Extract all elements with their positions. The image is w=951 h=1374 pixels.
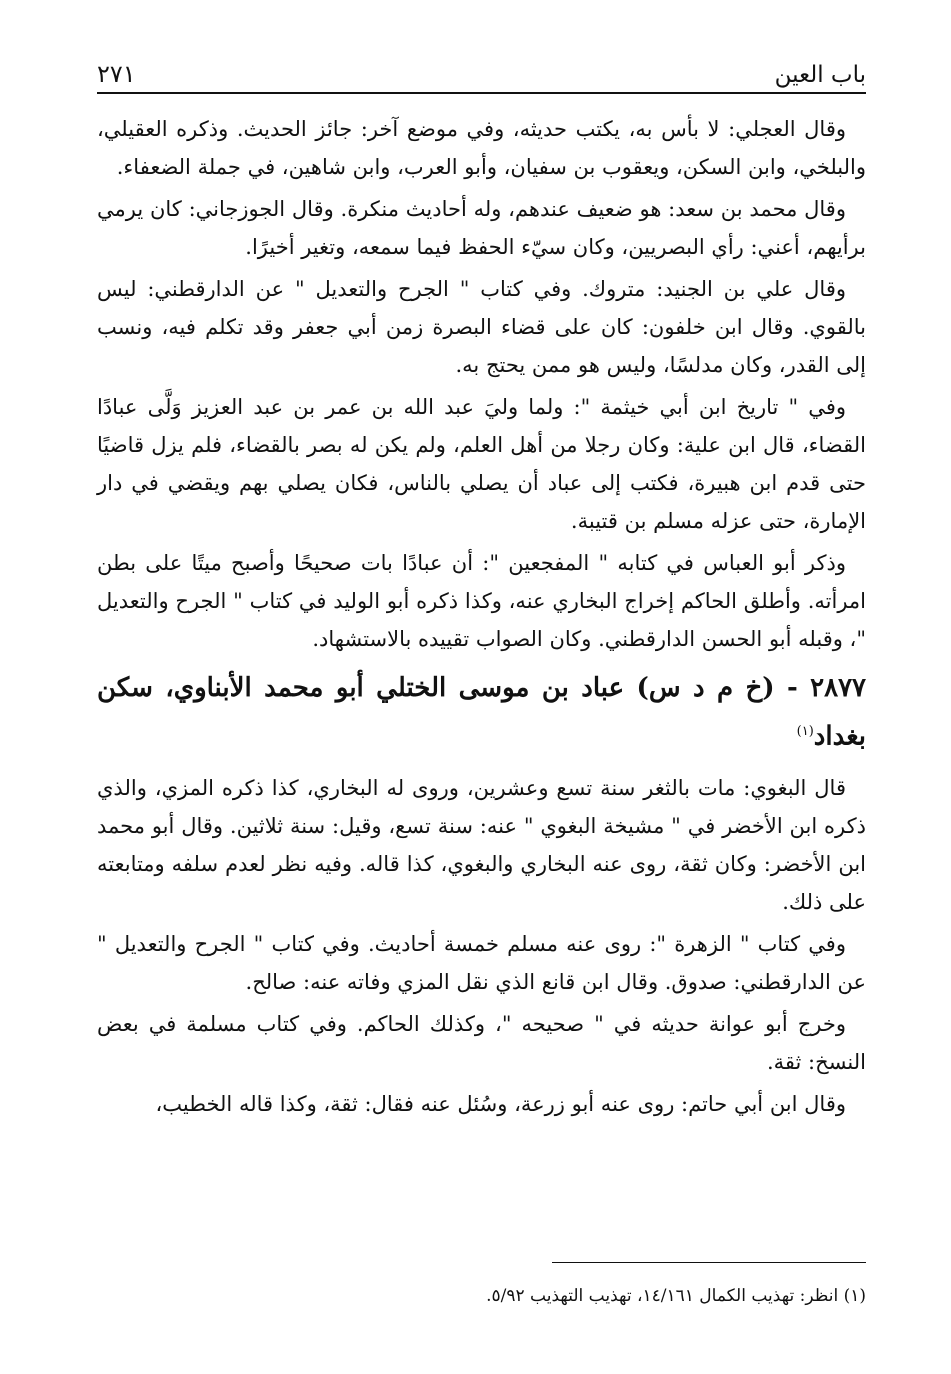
paragraph: وفي " تاريخ ابن أبي خيثمة ": ولما وليَ عبد الله بن عمر بن عبد العزيز وَلَّى عبادًا القضاء، قال ابن علية: وكان رجلا من أهل العلم، ولم يكن له بصر بالقضاء، فلم يزل قاضيًا حتى قدم ابن هبيرة، فكتب إلى عباد أن يصلي بالناس، فكان يصلي بهم ويقضي في دار الإمارة، حتى عزله مسلم بن قتيبة. (97, 395, 866, 533)
page-body (97, 110, 866, 1127)
footnote-divider (552, 1262, 866, 1263)
paragraph: وفي كتاب " الزهرة ": روى عنه مسلم خمسة أحاديث. وفي كتاب " الجرح والتعديل " عن الدارقطني: صدوق. وقال ابن قانع الذي نقل المزي وفاته عنه: صالح. (97, 931, 866, 994)
page-number: ٢٧١ (97, 60, 136, 88)
paragraph: وذكر أبو العباس في كتابه " المفجعين ": أن عبادًا بات صحيحًا وأصبح ميتًا على بطن امرأته. وأطلق الحاكم إخراج البخاري عنه، وكذا ذكره أبو الوليد في كتاب " الجرح والتعديل "، وقبله أبو الحسن الدارقطني. وكان الصواب تقييده بالاستشهاد. (97, 551, 866, 651)
paragraph: وقال ابن أبي حاتم: روى عنه أبو زرعة، وسُئل عنه فقال: ثقة، وكذا قاله الخطيب، (155, 1091, 846, 1116)
footnote-marker: (١) (796, 724, 814, 739)
entry-heading-text: ٢٨٧٧ - (خ م د س) عباد بن موسى الختلي أبو محمد الأبناوي، سكن بغداد (97, 673, 866, 752)
chapter-title: باب العين (774, 62, 866, 88)
paragraph: وقال العجلي: لا بأس به، يكتب حديثه، وفي موضع آخر: جائز الحديث. وذكره العقيلي، والبلخي، وابن السكن، ويعقوب بن سفيان، وأبو العرب، وابن شاهين، في جملة الضعفاء. (97, 117, 866, 179)
entry-heading (97, 666, 866, 759)
paragraph: وقال علي بن الجنيد: متروك. وفي كتاب " الجرح والتعديل " عن الدارقطني: ليس بالقوي. وقال ابن خلفون: كان على قضاء البصرة زمن أبي جعفر وقد تكلم فيه، ونسب إلى القدر، وكان مدلسًا، وليس هو ممن يحتج به. (97, 277, 866, 377)
page-header (97, 52, 866, 94)
paragraph: قال البغوي: مات بالثغر سنة تسع وعشرين، وروى له البخاري، كذا ذكره المزي، والذي ذكره ابن الأخضر في " مشيخة البغوي " عنه: سنة تسع، وقيل: سنة ثلاثين. وقال أبو محمد ابن الأخضر: وكان ثقة، روى عنه البخاري والبغوي، كذا قاله. وفيه نظر لعدم سلفه ومتابعته على ذلك. (97, 775, 866, 914)
paragraph: وخرج أبو عوانة حديثه في " صحيحه "، وكذلك الحاكم. وفي كتاب مسلمة في بعض النسخ: ثقة. (97, 1011, 866, 1074)
paragraph: وقال محمد بن سعد: هو ضعيف عندهم، وله أحاديث منكرة. وقال الجوزجاني: كان يرمي برأيهم، أعني: رأي البصريين، وكان سيّء الحفظ فيما سمعه، وتغير أخيرًا. (97, 197, 866, 259)
footnote: (١) انظر: تهذيب الكمال ١٤/١٦١، تهذيب التهذيب ٥/٩٢. (486, 1286, 866, 1306)
